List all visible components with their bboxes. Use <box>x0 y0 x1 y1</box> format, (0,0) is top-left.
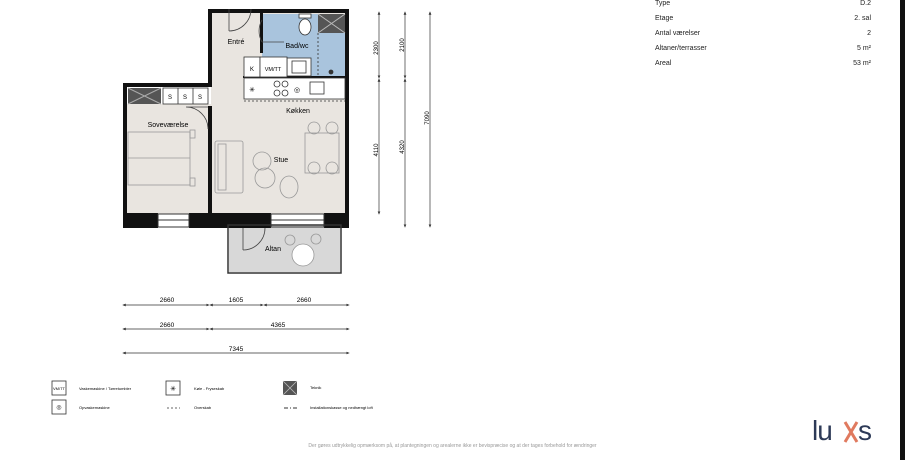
luxs-logo <box>812 414 874 446</box>
legend-kole-text: Køle - Fryseskab <box>194 386 225 391</box>
fixture-label-k: K <box>249 67 255 73</box>
svg-text:s: s <box>858 415 872 446</box>
fridge-symbol: ✳ <box>249 87 255 94</box>
fixture-label-s: S <box>167 95 173 101</box>
fixture-label-s: S <box>197 95 203 101</box>
dim-4320: 4320 <box>400 140 406 154</box>
info-label: Type <box>655 0 671 7</box>
room-label-kokken: Køkken <box>286 108 310 115</box>
legend-opvask-text: Opvaskemaskine <box>79 405 110 410</box>
info-value: 5 m² <box>857 45 871 52</box>
svg-text:lu: lu <box>812 415 832 446</box>
dishwasher-symbol: ◎ <box>293 87 301 94</box>
dim-4365: 4365 <box>270 322 286 329</box>
legend-vmtt-symbol: VM/TT <box>53 386 65 391</box>
info-label: Etage <box>655 15 674 22</box>
info-label: Altaner/terrasser <box>655 45 707 52</box>
dim-2660-c: 2660 <box>159 322 175 329</box>
room-label-bad: Bad/wc <box>285 43 309 50</box>
room-label-entre: Entré <box>227 39 245 46</box>
room-label-sove: Soveværelse <box>147 122 189 129</box>
legend-install-text: Installationskasse og nedhængt loft <box>310 405 373 410</box>
dishwasher-icon: ◎ <box>56 405 62 411</box>
info-label: Areal <box>655 60 672 67</box>
balcony-floor <box>229 225 340 272</box>
teknik-shaft <box>318 14 345 33</box>
disclaimer-footer: Der gøres udtrykkelig opmærksom på, at plantegningen og arealerne ikke er bevispræcise og at der tages forbehold for ændringer <box>308 443 597 449</box>
legend <box>52 381 374 414</box>
dim-7090: 7090 <box>425 111 431 125</box>
dim-2660-b: 2660 <box>296 297 312 304</box>
fixture-label-vmtt: VM/TT <box>264 67 282 73</box>
dim-2100: 2100 <box>400 38 406 52</box>
info-value: D.2 <box>860 0 871 7</box>
dim-2660-a: 2660 <box>159 297 175 304</box>
fixture-label-s: S <box>182 95 188 101</box>
legend-overskab-text: Overskab <box>194 405 212 410</box>
dim-2300: 2300 <box>374 41 380 55</box>
info-value: 2. sal <box>854 15 871 22</box>
legend-teknik-text: Teknik <box>310 385 322 390</box>
info-label: Antal værelser <box>655 30 701 37</box>
info-value: 53 m² <box>853 60 871 67</box>
room-fills <box>126 12 346 272</box>
room-label-stue: Stue <box>273 157 289 164</box>
dim-1605: 1605 <box>228 297 244 304</box>
dim-4110: 4110 <box>374 143 380 157</box>
snowflake-icon: ✳ <box>170 386 176 393</box>
room-label-altan: Altan <box>265 246 281 253</box>
legend-vmtt-text: Vaskemaskine / Tørretumbler <box>79 386 132 391</box>
dim-7345: 7345 <box>228 346 244 353</box>
info-value: 2 <box>867 30 871 37</box>
